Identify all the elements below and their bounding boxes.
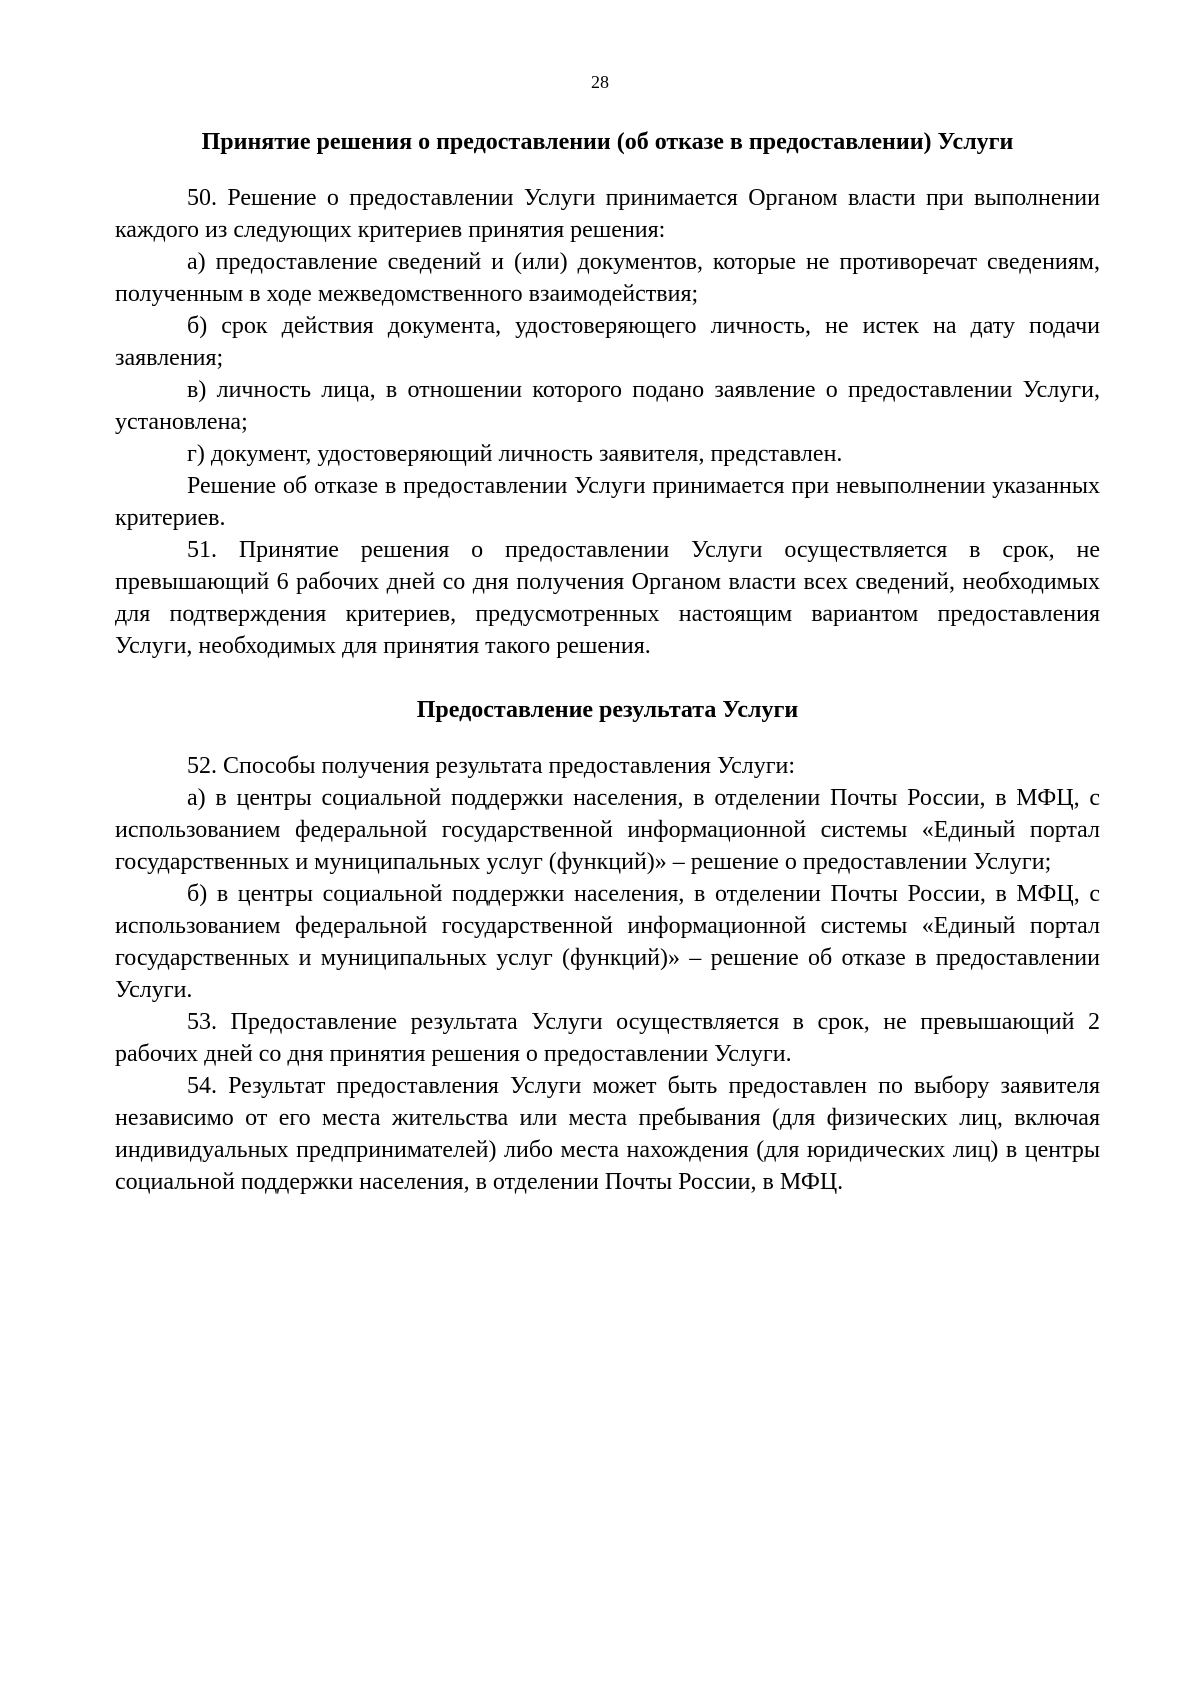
criterion-v: в) личность лица, в отношении которого подано заявление о предоставлении Услуги, установлена; [115,377,1100,435]
refusal-paragraph: Решение об отказе в предоставлении Услуги принимается при невыполнении указанных критериев. [115,473,1100,531]
paragraph-52: 52. Способы получения результата предоставления Услуги: [187,753,796,779]
paragraph-50: 50. Решение о предоставлении Услуги принимается Органом власти при выполнении каждого из следующих критериев принятия решения: [115,185,1100,243]
section-title-decision: Принятие решения о предоставлении (об отказе в предоставлении) Услуги [201,129,1014,155]
result-method-b: б) в центры социальной поддержки населения, в отделении Почты России, в МФЦ, с использованием федеральной государственной информационной системы «Единый портал государственных и муниципальных услуг (функций)» – решение об отказе в предоставлении Услуги. [115,881,1100,1003]
criterion-a: а) предоставление сведений и (или) документов, которые не противоречат сведениям, полученным в ходе межведомственного взаимодействия; [115,249,1100,307]
paragraph-51: 51. Принятие решения о предоставлении Услуги осуществляется в срок, не превышающий 6 рабочих дней со дня получения Органом власти всех сведений, необходимых для подтверждения критериев, предусмотренных настоящим вариантом предоставления Услуги, необходимых для принятия такого решения. [115,537,1100,659]
paragraph-54: 54. Результат предоставления Услуги может быть предоставлен по выбору заявителя независимо от его места жительства или места пребывания (для физических лиц, включая индивидуальных предпринимателей) либо места нахождения (для юридических лиц) в центры социальной поддержки населения, в отделении Почты России, в МФЦ. [115,1073,1100,1195]
document-body [115,128,1100,1198]
paragraph-53: 53. Предоставление результата Услуги осуществляется в срок, не превышающий 2 рабочих дней со дня принятия решения о предоставлении Услуги. [115,1009,1100,1067]
criterion-g: г) документ, удостоверяющий личность заявителя, представлен. [187,441,843,467]
criterion-b: б) срок действия документа, удостоверяющего личность, не истек на дату подачи заявления; [115,313,1100,371]
page-number: 28 [591,72,609,92]
section-title-result: Предоставление результата Услуги [416,697,799,723]
result-method-a: а) в центры социальной поддержки населения, в отделении Почты России, в МФЦ, с использованием федеральной государственной информационной системы «Единый портал государственных и муниципальных услуг (функций)» – решение о предоставлении Услуги; [115,785,1100,875]
